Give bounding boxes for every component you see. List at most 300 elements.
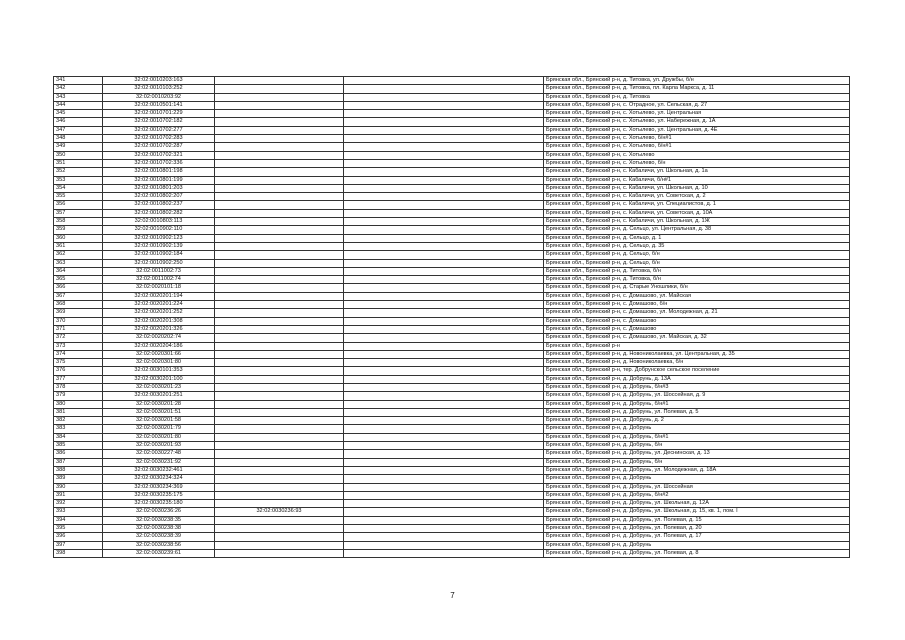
- table-row: [54, 350, 850, 358]
- empty-cell: [344, 450, 544, 458]
- row-number-cell: 380: [54, 400, 103, 408]
- cadastral-number-cell: 32:02:0030227:48: [103, 450, 215, 458]
- empty-cell: [344, 433, 544, 441]
- related-cadastral-number-cell: [215, 251, 344, 259]
- empty-cell: [344, 218, 544, 226]
- empty-cell: [344, 508, 544, 516]
- cadastral-number-cell: 32:02:0020201:308: [103, 317, 215, 325]
- table-row: [54, 541, 850, 549]
- table-row: [54, 417, 850, 425]
- row-number-cell: 376: [54, 367, 103, 375]
- cadastral-number-cell: 32:02:0020204:186: [103, 342, 215, 350]
- cadastral-number-cell: 32:02:0010902:110: [103, 226, 215, 234]
- cadastral-number-cell: 32:02:0010801:198: [103, 168, 215, 176]
- table-row: [54, 433, 850, 441]
- related-cadastral-number-cell: [215, 525, 344, 533]
- address-cell: Брянская обл., Брянский р-н, д. Добрунь, ул. Молодежная, д. 18А: [544, 466, 850, 474]
- empty-cell: [344, 367, 544, 375]
- row-number-cell: 372: [54, 334, 103, 342]
- table-row: [54, 151, 850, 159]
- table-row: [54, 77, 850, 85]
- address-cell: Брянская обл., Брянский р-н, д. Сельцо, б/н: [544, 259, 850, 267]
- table-row: [54, 549, 850, 557]
- row-number-cell: 388: [54, 466, 103, 474]
- row-number-cell: 368: [54, 301, 103, 309]
- related-cadastral-number-cell: [215, 85, 344, 93]
- cadastral-number-cell: 32:02:0030201:58: [103, 417, 215, 425]
- table-row: [54, 251, 850, 259]
- table-row: [54, 425, 850, 433]
- row-number-cell: 381: [54, 408, 103, 416]
- cadastral-number-cell: 32:02:0010902:123: [103, 234, 215, 242]
- address-cell: Брянская обл., Брянский р-н, д. Добрунь: [544, 475, 850, 483]
- empty-cell: [344, 408, 544, 416]
- row-number-cell: 344: [54, 101, 103, 109]
- table-row: [54, 135, 850, 143]
- related-cadastral-number-cell: [215, 450, 344, 458]
- row-number-cell: 393: [54, 508, 103, 516]
- table-row: [54, 218, 850, 226]
- related-cadastral-number-cell: [215, 466, 344, 474]
- related-cadastral-number-cell: [215, 367, 344, 375]
- row-number-cell: 391: [54, 491, 103, 499]
- table-row: [54, 110, 850, 118]
- row-number-cell: 390: [54, 483, 103, 491]
- cadastral-number-cell: 32:02:0010701:229: [103, 110, 215, 118]
- empty-cell: [344, 209, 544, 217]
- row-number-cell: 364: [54, 267, 103, 275]
- row-number-cell: 366: [54, 284, 103, 292]
- row-number-cell: 396: [54, 533, 103, 541]
- related-cadastral-number-cell: [215, 375, 344, 383]
- related-cadastral-number-cell: [215, 184, 344, 192]
- address-cell: Брянская обл., Брянский р-н, с. Кабаличи, б/н#1: [544, 176, 850, 184]
- related-cadastral-number-cell: [215, 193, 344, 201]
- address-cell: Брянская обл., Брянский р-н, с. Кабаличи, ул. Советская, д. 10А: [544, 209, 850, 217]
- row-number-cell: 354: [54, 184, 103, 192]
- address-cell: Брянская обл., Брянский р-н, с. Хотылево: [544, 151, 850, 159]
- address-cell: Брянская обл., Брянский р-н, д. Новониколаевка, ул. Центральная, д. 35: [544, 350, 850, 358]
- row-number-cell: 359: [54, 226, 103, 234]
- cadastral-number-cell: 32:02:0020201:252: [103, 309, 215, 317]
- row-number-cell: 374: [54, 350, 103, 358]
- cadastral-number-cell: 32:02:0020101:18: [103, 284, 215, 292]
- row-number-cell: 367: [54, 292, 103, 300]
- table-row: [54, 508, 850, 516]
- empty-cell: [344, 110, 544, 118]
- cadastral-number-cell: 32:02:0010702:287: [103, 143, 215, 151]
- empty-cell: [344, 375, 544, 383]
- related-cadastral-number-cell: [215, 383, 344, 391]
- empty-cell: [344, 516, 544, 524]
- table-row: [54, 334, 850, 342]
- row-number-cell: 347: [54, 126, 103, 134]
- address-cell: Брянская обл., Брянский р-н, д. Добрунь, д. 2: [544, 417, 850, 425]
- related-cadastral-number-cell: [215, 483, 344, 491]
- table-row: [54, 309, 850, 317]
- table-row: [54, 259, 850, 267]
- related-cadastral-number-cell: [215, 143, 344, 151]
- address-cell: Брянская обл., Брянский р-н, д. Титовка, пл. Карла Маркса, д. 11: [544, 85, 850, 93]
- empty-cell: [344, 383, 544, 391]
- row-number-cell: 353: [54, 176, 103, 184]
- table-row: [54, 184, 850, 192]
- row-number-cell: 375: [54, 359, 103, 367]
- empty-cell: [344, 417, 544, 425]
- empty-cell: [344, 251, 544, 259]
- cadastral-number-cell: 32:02:0010702:336: [103, 159, 215, 167]
- table-row: [54, 226, 850, 234]
- address-cell: Брянская обл., Брянский р-н, д. Титовка: [544, 93, 850, 101]
- table-row: [54, 375, 850, 383]
- empty-cell: [344, 334, 544, 342]
- cadastral-number-cell: 32:02:0011002:74: [103, 276, 215, 284]
- empty-cell: [344, 442, 544, 450]
- empty-cell: [344, 500, 544, 508]
- row-number-cell: 395: [54, 525, 103, 533]
- related-cadastral-number-cell: [215, 417, 344, 425]
- related-cadastral-number-cell: [215, 359, 344, 367]
- row-number-cell: 369: [54, 309, 103, 317]
- address-cell: Брянская обл., Брянский р-н, с. Хотылево, ул. Центральная, д. 4Е: [544, 126, 850, 134]
- related-cadastral-number-cell: [215, 267, 344, 275]
- related-cadastral-number-cell: [215, 168, 344, 176]
- related-cadastral-number-cell: [215, 533, 344, 541]
- address-cell: Брянская обл., Брянский р-н, д. Добрунь, ул. Шоссейная: [544, 483, 850, 491]
- related-cadastral-number-cell: [215, 276, 344, 284]
- row-number-cell: 343: [54, 93, 103, 101]
- table-row: [54, 267, 850, 275]
- cadastral-number-cell: 32:02:0030201:28: [103, 400, 215, 408]
- related-cadastral-number-cell: [215, 325, 344, 333]
- empty-cell: [344, 276, 544, 284]
- cadastral-number-cell: 32:02:0030201:23: [103, 383, 215, 391]
- empty-cell: [344, 525, 544, 533]
- related-cadastral-number-cell: [215, 135, 344, 143]
- related-cadastral-number-cell: [215, 77, 344, 85]
- table-row: [54, 284, 850, 292]
- table-row: [54, 367, 850, 375]
- empty-cell: [344, 176, 544, 184]
- cadastral-number-cell: 32:02:0030101:353: [103, 367, 215, 375]
- related-cadastral-number-cell: [215, 259, 344, 267]
- related-cadastral-number-cell: [215, 209, 344, 217]
- table-row: [54, 85, 850, 93]
- empty-cell: [344, 259, 544, 267]
- address-cell: Брянская обл., Брянский р-н, с. Кабаличи, ул. Советская, д. 2: [544, 193, 850, 201]
- row-number-cell: 392: [54, 500, 103, 508]
- empty-cell: [344, 267, 544, 275]
- address-cell: Брянская обл., Брянский р-н, д. Новониколаевка, б/н: [544, 359, 850, 367]
- address-cell: Брянская обл., Брянский р-н, с. Хотылево, б/н: [544, 159, 850, 167]
- empty-cell: [344, 491, 544, 499]
- address-cell: Брянская обл., Брянский р-н, с. Хотылево, б/н#1: [544, 135, 850, 143]
- empty-cell: [344, 309, 544, 317]
- row-number-cell: 370: [54, 317, 103, 325]
- table-row: [54, 442, 850, 450]
- address-cell: Брянская обл., Брянский р-н, д. Добрунь, б/н#1: [544, 400, 850, 408]
- row-number-cell: 377: [54, 375, 103, 383]
- table-row: [54, 525, 850, 533]
- address-cell: Брянская обл., Брянский р-н, с. Кабаличи, ул. Школьная, д. 1а: [544, 168, 850, 176]
- empty-cell: [344, 533, 544, 541]
- empty-cell: [344, 292, 544, 300]
- address-cell: Брянская обл., Брянский р-н, с. Домашово, ул. Молодежная, д. 21: [544, 309, 850, 317]
- row-number-cell: 352: [54, 168, 103, 176]
- cadastral-number-cell: 32:02:0030232:461: [103, 466, 215, 474]
- cadastral-number-cell: 32:02:0010902:250: [103, 259, 215, 267]
- cadastral-number-cell: 32:02:0010203:163: [103, 77, 215, 85]
- row-number-cell: 361: [54, 242, 103, 250]
- related-cadastral-number-cell: [215, 126, 344, 134]
- address-cell: Брянская обл., Брянский р-н, с. Домашово, б/н: [544, 301, 850, 309]
- row-number-cell: 355: [54, 193, 103, 201]
- row-number-cell: 386: [54, 450, 103, 458]
- table-row: [54, 209, 850, 217]
- empty-cell: [344, 151, 544, 159]
- address-cell: Брянская обл., Брянский р-н, д. Добрунь, б/н#3: [544, 383, 850, 391]
- row-number-cell: 358: [54, 218, 103, 226]
- empty-cell: [344, 201, 544, 209]
- related-cadastral-number-cell: [215, 400, 344, 408]
- table-row: [54, 176, 850, 184]
- address-cell: Брянская обл., Брянский р-н, д. Добрунь, ул. Школьная, д. 15, кв. 1, пом. I: [544, 508, 850, 516]
- address-cell: Брянская обл., Брянский р-н, д. Добрунь, ул. Полевая, д. 8: [544, 549, 850, 557]
- address-cell: Брянская обл., Брянский р-н, д. Добрунь, ул. Шоссейная, д. 9: [544, 392, 850, 400]
- address-cell: Брянская обл., Брянский р-н, д. Титовка, б/н: [544, 267, 850, 275]
- related-cadastral-number-cell: [215, 408, 344, 416]
- address-cell: Брянская обл., Брянский р-н, д. Сельцо, б/н: [544, 251, 850, 259]
- table-row: [54, 500, 850, 508]
- address-cell: Брянская обл., Брянский р-н, д. Добрунь, ул. Школьная, д. 12А: [544, 500, 850, 508]
- address-cell: Брянская обл., Брянский р-н, с. Домашово: [544, 325, 850, 333]
- empty-cell: [344, 466, 544, 474]
- row-number-cell: 349: [54, 143, 103, 151]
- cadastral-number-cell: 32:02:0010103:252: [103, 85, 215, 93]
- cadastral-number-cell: 32:02:0030238:56: [103, 541, 215, 549]
- address-cell: Брянская обл., Брянский р-н, д. Добрунь, б/н#2: [544, 491, 850, 499]
- table-row: [54, 118, 850, 126]
- cadastral-number-cell: 32:02:0010702:277: [103, 126, 215, 134]
- cadastral-number-cell: 32:02:0030239:61: [103, 549, 215, 557]
- cadastral-number-cell: 32:02:0030234:369: [103, 483, 215, 491]
- address-cell: Брянская обл., Брянский р-н, с. Домашово: [544, 317, 850, 325]
- row-number-cell: 385: [54, 442, 103, 450]
- row-number-cell: 387: [54, 458, 103, 466]
- address-cell: Брянская обл., Брянский р-н, с. Отрадное, ул. Сельская, д. 27: [544, 101, 850, 109]
- empty-cell: [344, 234, 544, 242]
- address-cell: Брянская обл., Брянский р-н, д. Добрунь, д. 13А: [544, 375, 850, 383]
- table-row: [54, 325, 850, 333]
- row-number-cell: 357: [54, 209, 103, 217]
- table-row: [54, 234, 850, 242]
- related-cadastral-number-cell: [215, 500, 344, 508]
- cadastral-number-cell: 32:02:0011002:73: [103, 267, 215, 275]
- table-row: [54, 93, 850, 101]
- table-row: [54, 359, 850, 367]
- cadastral-number-cell: 32:02:0010501:141: [103, 101, 215, 109]
- related-cadastral-number-cell: [215, 118, 344, 126]
- related-cadastral-number-cell: [215, 309, 344, 317]
- empty-cell: [344, 301, 544, 309]
- row-number-cell: 365: [54, 276, 103, 284]
- table-row: [54, 342, 850, 350]
- table-row: [54, 483, 850, 491]
- related-cadastral-number-cell: [215, 159, 344, 167]
- empty-cell: [344, 325, 544, 333]
- address-cell: Брянская обл., Брянский р-н, с. Домашово, ул. Майская: [544, 292, 850, 300]
- row-number-cell: 363: [54, 259, 103, 267]
- related-cadastral-number-cell: [215, 334, 344, 342]
- address-cell: Брянская обл., Брянский р-н, тер. Добрунское сельское поселение: [544, 367, 850, 375]
- cadastral-number-cell: 32:02:0010203:92: [103, 93, 215, 101]
- related-cadastral-number-cell: [215, 176, 344, 184]
- empty-cell: [344, 400, 544, 408]
- cadastral-number-cell: 32:02:0010902:184: [103, 251, 215, 259]
- table-row: [54, 466, 850, 474]
- address-cell: Брянская обл., Брянский р-н, д. Сельцо, д. 35: [544, 242, 850, 250]
- related-cadastral-number-cell: [215, 516, 344, 524]
- table-row: [54, 168, 850, 176]
- related-cadastral-number-cell: 32:02:0030236:93: [215, 508, 344, 516]
- cadastral-number-cell: 32:02:0010802:207: [103, 193, 215, 201]
- empty-cell: [344, 242, 544, 250]
- empty-cell: [344, 284, 544, 292]
- cadastral-number-cell: 32:02:0010803:113: [103, 218, 215, 226]
- related-cadastral-number-cell: [215, 549, 344, 557]
- empty-cell: [344, 458, 544, 466]
- related-cadastral-number-cell: [215, 201, 344, 209]
- row-number-cell: 384: [54, 433, 103, 441]
- table-row: [54, 383, 850, 391]
- address-cell: Брянская обл., Брянский р-н, с. Хотылево, ул. Центральная: [544, 110, 850, 118]
- address-cell: Брянская обл., Брянский р-н, д. Титовка, б/н: [544, 276, 850, 284]
- cadastral-number-cell: 32:02:0030238:35: [103, 516, 215, 524]
- row-number-cell: 346: [54, 118, 103, 126]
- empty-cell: [344, 549, 544, 557]
- row-number-cell: 350: [54, 151, 103, 159]
- table-row: [54, 292, 850, 300]
- cadastral-number-cell: 32:02:0030236:26: [103, 508, 215, 516]
- cadastral-number-cell: 32:02:0030238:38: [103, 525, 215, 533]
- cadastral-number-cell: 32:02:0010802:282: [103, 209, 215, 217]
- cadastral-number-cell: 32:02:0030234:324: [103, 475, 215, 483]
- table-row: [54, 101, 850, 109]
- table-row: [54, 276, 850, 284]
- empty-cell: [344, 159, 544, 167]
- row-number-cell: 397: [54, 541, 103, 549]
- empty-cell: [344, 541, 544, 549]
- empty-cell: [344, 77, 544, 85]
- row-number-cell: 378: [54, 383, 103, 391]
- table-row: [54, 516, 850, 524]
- empty-cell: [344, 93, 544, 101]
- register-table-body: [54, 77, 850, 558]
- table-row: [54, 392, 850, 400]
- empty-cell: [344, 317, 544, 325]
- row-number-cell: 341: [54, 77, 103, 85]
- related-cadastral-number-cell: [215, 110, 344, 118]
- empty-cell: [344, 342, 544, 350]
- address-cell: Брянская обл., Брянский р-н, д. Добрунь: [544, 425, 850, 433]
- empty-cell: [344, 350, 544, 358]
- address-cell: Брянская обл., Брянский р-н, д. Добрунь, ул. Полевая, д. 20: [544, 525, 850, 533]
- address-cell: Брянская обл., Брянский р-н, д. Титовка, ул. Дружбы, б/н: [544, 77, 850, 85]
- empty-cell: [344, 184, 544, 192]
- row-number-cell: 398: [54, 549, 103, 557]
- address-cell: Брянская обл., Брянский р-н, с. Кабаличи, ул. Специалистов, д. 1: [544, 201, 850, 209]
- address-cell: Брянская обл., Брянский р-н, с. Домашово, ул. Майская, д. 32: [544, 334, 850, 342]
- row-number-cell: 348: [54, 135, 103, 143]
- row-number-cell: 360: [54, 234, 103, 242]
- related-cadastral-number-cell: [215, 491, 344, 499]
- row-number-cell: 351: [54, 159, 103, 167]
- empty-cell: [344, 135, 544, 143]
- row-number-cell: 382: [54, 417, 103, 425]
- cadastral-number-cell: 32:02:0010702:283: [103, 135, 215, 143]
- cadastral-number-cell: 32:02:0010802:237: [103, 201, 215, 209]
- related-cadastral-number-cell: [215, 292, 344, 300]
- related-cadastral-number-cell: [215, 342, 344, 350]
- address-cell: Брянская обл., Брянский р-н, д. Сельцо, ул. Центральная, д. 38: [544, 226, 850, 234]
- cadastral-number-cell: 32:02:0030201:251: [103, 392, 215, 400]
- row-number-cell: 356: [54, 201, 103, 209]
- address-cell: Брянская обл., Брянский р-н, д. Добрунь, ул. Деснинская, д. 13: [544, 450, 850, 458]
- cadastral-number-cell: 32:02:0010702:321: [103, 151, 215, 159]
- cadastral-number-cell: 32:02:0010801:203: [103, 184, 215, 192]
- row-number-cell: 345: [54, 110, 103, 118]
- cadastral-number-cell: 32:02:0030235:175: [103, 491, 215, 499]
- related-cadastral-number-cell: [215, 458, 344, 466]
- empty-cell: [344, 392, 544, 400]
- related-cadastral-number-cell: [215, 392, 344, 400]
- address-cell: Брянская обл., Брянский р-н, с. Хотылево, ул. Набережная, д. 1А: [544, 118, 850, 126]
- table-row: [54, 400, 850, 408]
- table-row: [54, 317, 850, 325]
- table-row: [54, 475, 850, 483]
- cadastral-number-cell: 32:02:0020201:224: [103, 301, 215, 309]
- related-cadastral-number-cell: [215, 433, 344, 441]
- cadastral-number-cell: 32:02:0030238:39: [103, 533, 215, 541]
- related-cadastral-number-cell: [215, 425, 344, 433]
- related-cadastral-number-cell: [215, 541, 344, 549]
- related-cadastral-number-cell: [215, 442, 344, 450]
- cadastral-number-cell: 32:02:0020301:80: [103, 359, 215, 367]
- cadastral-number-cell: 32:02:0010702:182: [103, 118, 215, 126]
- row-number-cell: 383: [54, 425, 103, 433]
- address-cell: Брянская обл., Брянский р-н: [544, 342, 850, 350]
- empty-cell: [344, 193, 544, 201]
- table-row: [54, 408, 850, 416]
- cadastral-number-cell: 32:02:0030201:93: [103, 442, 215, 450]
- empty-cell: [344, 425, 544, 433]
- empty-cell: [344, 483, 544, 491]
- address-cell: Брянская обл., Брянский р-н, с. Кабаличи, ул. Школьная, д. 1Ж: [544, 218, 850, 226]
- related-cadastral-number-cell: [215, 226, 344, 234]
- table-row: [54, 159, 850, 167]
- empty-cell: [344, 101, 544, 109]
- address-cell: Брянская обл., Брянский р-н, д. Добрунь, б/н#1: [544, 433, 850, 441]
- row-number-cell: 379: [54, 392, 103, 400]
- table-row: [54, 450, 850, 458]
- table-row: [54, 458, 850, 466]
- cadastral-number-cell: 32:02:0020201:194: [103, 292, 215, 300]
- related-cadastral-number-cell: [215, 284, 344, 292]
- empty-cell: [344, 143, 544, 151]
- row-number-cell: 373: [54, 342, 103, 350]
- table-row: [54, 143, 850, 151]
- table-row: [54, 301, 850, 309]
